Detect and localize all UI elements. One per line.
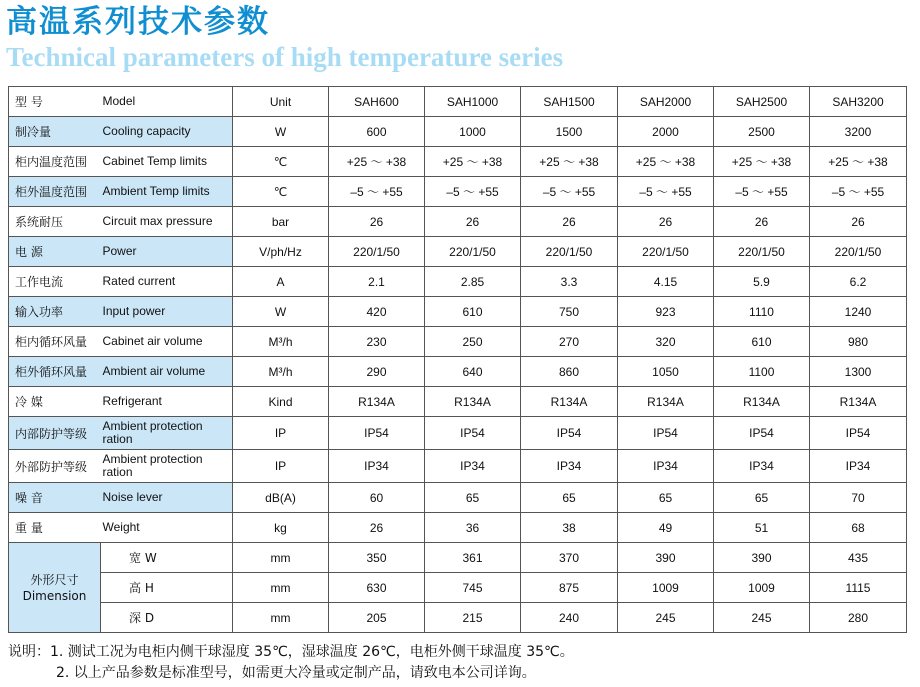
page-subtitle: Technical parameters of high temperature series bbox=[6, 42, 564, 72]
dimension-unit: mm bbox=[233, 573, 329, 603]
note-line-2: 2. 以上产品参数是标准型号，如需更大冷量或定制产品，请致电本公司详询。 bbox=[56, 665, 536, 681]
dimension-label-cn: 外形尺寸 bbox=[30, 572, 79, 587]
row-unit: ℃ bbox=[233, 177, 329, 207]
row-value: 860 bbox=[521, 357, 618, 387]
row-value: IP54 bbox=[521, 417, 618, 450]
row-value: 38 bbox=[521, 513, 618, 543]
dimension-value: 745 bbox=[425, 573, 521, 603]
header-model: SAH1500 bbox=[521, 87, 618, 117]
row-value: 1100 bbox=[714, 357, 810, 387]
row-value: IP54 bbox=[329, 417, 425, 450]
spec-row bbox=[9, 483, 907, 513]
row-label-cn: 输入功率 bbox=[9, 297, 101, 327]
row-value: 26 bbox=[329, 513, 425, 543]
row-unit: kg bbox=[233, 513, 329, 543]
row-value: +25 ～ +38 bbox=[521, 147, 618, 177]
header-label-cn: 型 号 bbox=[9, 87, 101, 117]
row-label-en: Ambient protection ration bbox=[101, 450, 233, 483]
row-value: 51 bbox=[714, 513, 810, 543]
dimension-row bbox=[9, 543, 907, 573]
row-value: 220/1/50 bbox=[329, 237, 425, 267]
spec-row bbox=[9, 117, 907, 147]
dimension-sub-label: 宽 W bbox=[101, 543, 233, 573]
row-value: R134A bbox=[329, 387, 425, 417]
row-unit: A bbox=[233, 267, 329, 297]
row-value: 220/1/50 bbox=[521, 237, 618, 267]
row-value: 270 bbox=[521, 327, 618, 357]
row-value: 65 bbox=[618, 483, 714, 513]
row-value: R134A bbox=[714, 387, 810, 417]
row-label-en: Rated current bbox=[101, 267, 233, 297]
row-value: R134A bbox=[810, 387, 907, 417]
row-label-cn: 内部防护等级 bbox=[9, 417, 101, 450]
row-label-en: Cabinet Temp limits bbox=[101, 147, 233, 177]
dimension-value: 435 bbox=[810, 543, 907, 573]
row-unit: IP bbox=[233, 450, 329, 483]
dimension-row bbox=[9, 573, 907, 603]
header-row bbox=[9, 87, 907, 117]
header-model: SAH1000 bbox=[425, 87, 521, 117]
dimension-value: 390 bbox=[714, 543, 810, 573]
row-label-en: Weight bbox=[101, 513, 233, 543]
row-value: +25 ～ +38 bbox=[329, 147, 425, 177]
dimension-unit: mm bbox=[233, 603, 329, 633]
row-label-en: Cooling capacity bbox=[101, 117, 233, 147]
row-unit: M³/h bbox=[233, 357, 329, 387]
row-value: 1110 bbox=[714, 297, 810, 327]
dimension-value: 280 bbox=[810, 603, 907, 633]
row-value: 1000 bbox=[425, 117, 521, 147]
dimension-value: 361 bbox=[425, 543, 521, 573]
row-label-cn: 柜内温度范围 bbox=[9, 147, 101, 177]
row-value: 26 bbox=[618, 207, 714, 237]
row-value: –5 ～ +55 bbox=[810, 177, 907, 207]
row-value: 49 bbox=[618, 513, 714, 543]
row-value: 2500 bbox=[714, 117, 810, 147]
dimension-sub-label: 高 H bbox=[101, 573, 233, 603]
row-label-cn: 制冷量 bbox=[9, 117, 101, 147]
row-label-en: Cabinet air volume bbox=[101, 327, 233, 357]
row-value: 70 bbox=[810, 483, 907, 513]
header-model: SAH600 bbox=[329, 87, 425, 117]
row-value: 750 bbox=[521, 297, 618, 327]
row-label-cn: 外部防护等级 bbox=[9, 450, 101, 483]
row-label-en: Circuit max pressure bbox=[101, 207, 233, 237]
dimension-unit: mm bbox=[233, 543, 329, 573]
spec-row bbox=[9, 450, 907, 483]
row-value: 600 bbox=[329, 117, 425, 147]
row-label-en: Ambient Temp limits bbox=[101, 177, 233, 207]
row-value: +25 ～ +38 bbox=[425, 147, 521, 177]
row-value: 2.1 bbox=[329, 267, 425, 297]
spec-row bbox=[9, 267, 907, 297]
header-model: SAH2500 bbox=[714, 87, 810, 117]
header-label-en: Model bbox=[101, 87, 233, 117]
row-label-en: Noise lever bbox=[101, 483, 233, 513]
dimension-label-en: Dimension bbox=[22, 588, 87, 603]
row-value: 68 bbox=[810, 513, 907, 543]
spec-row bbox=[9, 177, 907, 207]
row-value: 65 bbox=[521, 483, 618, 513]
row-value: IP54 bbox=[425, 417, 521, 450]
row-value: +25 ～ +38 bbox=[810, 147, 907, 177]
dimension-value: 630 bbox=[329, 573, 425, 603]
row-value: IP34 bbox=[714, 450, 810, 483]
header-model: SAH3200 bbox=[810, 87, 907, 117]
row-unit: Kind bbox=[233, 387, 329, 417]
row-value: R134A bbox=[618, 387, 714, 417]
spec-table-body bbox=[9, 87, 907, 633]
row-unit: ℃ bbox=[233, 147, 329, 177]
spec-row bbox=[9, 357, 907, 387]
row-value: 220/1/50 bbox=[714, 237, 810, 267]
row-value: 2000 bbox=[618, 117, 714, 147]
row-value: IP34 bbox=[521, 450, 618, 483]
row-value: 610 bbox=[714, 327, 810, 357]
row-value: R134A bbox=[521, 387, 618, 417]
row-value: IP34 bbox=[618, 450, 714, 483]
dimension-label bbox=[9, 543, 101, 633]
row-value: 2.85 bbox=[425, 267, 521, 297]
row-label-cn: 噪 音 bbox=[9, 483, 101, 513]
row-unit: bar bbox=[233, 207, 329, 237]
row-value: 420 bbox=[329, 297, 425, 327]
row-value: IP34 bbox=[329, 450, 425, 483]
row-unit: dB(A) bbox=[233, 483, 329, 513]
row-value: IP34 bbox=[810, 450, 907, 483]
row-unit: V/ph/Hz bbox=[233, 237, 329, 267]
header-unit: Unit bbox=[233, 87, 329, 117]
row-value: IP54 bbox=[810, 417, 907, 450]
spec-table bbox=[8, 86, 907, 633]
header-model: SAH2000 bbox=[618, 87, 714, 117]
row-label-cn: 柜外循环风量 bbox=[9, 357, 101, 387]
row-value: 980 bbox=[810, 327, 907, 357]
row-value: 230 bbox=[329, 327, 425, 357]
spec-row bbox=[9, 237, 907, 267]
row-label-cn: 柜内循环风量 bbox=[9, 327, 101, 357]
row-value: 26 bbox=[714, 207, 810, 237]
spec-row bbox=[9, 387, 907, 417]
dimension-value: 350 bbox=[329, 543, 425, 573]
page-title: 高温系列技术参数 bbox=[6, 4, 270, 40]
row-value: 220/1/50 bbox=[618, 237, 714, 267]
row-unit: W bbox=[233, 117, 329, 147]
row-value: 1300 bbox=[810, 357, 907, 387]
row-value: R134A bbox=[425, 387, 521, 417]
row-value: 1240 bbox=[810, 297, 907, 327]
row-value: 3200 bbox=[810, 117, 907, 147]
row-value: IP34 bbox=[425, 450, 521, 483]
row-value: +25 ～ +38 bbox=[618, 147, 714, 177]
dimension-value: 875 bbox=[521, 573, 618, 603]
row-value: 60 bbox=[329, 483, 425, 513]
row-value: 26 bbox=[329, 207, 425, 237]
row-value: IP54 bbox=[618, 417, 714, 450]
spec-row bbox=[9, 297, 907, 327]
row-value: –5 ～ +55 bbox=[425, 177, 521, 207]
row-label-en: Ambient air volume bbox=[101, 357, 233, 387]
row-value: 290 bbox=[329, 357, 425, 387]
row-value: –5 ～ +55 bbox=[329, 177, 425, 207]
spec-row bbox=[9, 417, 907, 450]
row-label-cn: 工作电流 bbox=[9, 267, 101, 297]
notes bbox=[8, 642, 574, 684]
row-label-en: Refrigerant bbox=[101, 387, 233, 417]
row-unit: IP bbox=[233, 417, 329, 450]
row-label-cn: 电 源 bbox=[9, 237, 101, 267]
row-label-cn: 柜外温度范围 bbox=[9, 177, 101, 207]
spec-row bbox=[9, 207, 907, 237]
dimension-value: 370 bbox=[521, 543, 618, 573]
row-value: 1050 bbox=[618, 357, 714, 387]
row-value: 36 bbox=[425, 513, 521, 543]
row-value: 1500 bbox=[521, 117, 618, 147]
dimension-sub-label: 深 D bbox=[101, 603, 233, 633]
row-value: –5 ～ +55 bbox=[521, 177, 618, 207]
row-value: 26 bbox=[521, 207, 618, 237]
spec-row bbox=[9, 147, 907, 177]
row-value: 5.9 bbox=[714, 267, 810, 297]
row-value: 65 bbox=[714, 483, 810, 513]
spec-row bbox=[9, 513, 907, 543]
row-value: 26 bbox=[810, 207, 907, 237]
row-label-cn: 重 量 bbox=[9, 513, 101, 543]
dimension-value: 1009 bbox=[714, 573, 810, 603]
row-value: –5 ～ +55 bbox=[714, 177, 810, 207]
dimension-value: 245 bbox=[714, 603, 810, 633]
note-line-1: 说明：1. 测试工况为电柜内侧干球湿度 35℃，湿球温度 26℃，电柜外侧干球温度 35℃。 bbox=[8, 644, 574, 660]
dimension-row bbox=[9, 603, 907, 633]
row-value: 640 bbox=[425, 357, 521, 387]
row-unit: M³/h bbox=[233, 327, 329, 357]
dimension-value: 215 bbox=[425, 603, 521, 633]
dimension-value: 245 bbox=[618, 603, 714, 633]
row-value: 6.2 bbox=[810, 267, 907, 297]
dimension-value: 390 bbox=[618, 543, 714, 573]
row-value: 26 bbox=[425, 207, 521, 237]
row-value: 3.3 bbox=[521, 267, 618, 297]
row-label-en: Ambient protection ration bbox=[101, 417, 233, 450]
dimension-value: 1009 bbox=[618, 573, 714, 603]
row-value: 65 bbox=[425, 483, 521, 513]
row-value: 250 bbox=[425, 327, 521, 357]
row-value: IP54 bbox=[714, 417, 810, 450]
row-label-en: Input power bbox=[101, 297, 233, 327]
row-value: 220/1/50 bbox=[425, 237, 521, 267]
row-label-cn: 冷 媒 bbox=[9, 387, 101, 417]
dimension-value: 205 bbox=[329, 603, 425, 633]
row-value: 610 bbox=[425, 297, 521, 327]
spec-row bbox=[9, 327, 907, 357]
row-value: 4.15 bbox=[618, 267, 714, 297]
row-label-en: Power bbox=[101, 237, 233, 267]
dimension-value: 240 bbox=[521, 603, 618, 633]
row-value: –5 ～ +55 bbox=[618, 177, 714, 207]
row-value: +25 ～ +38 bbox=[714, 147, 810, 177]
row-unit: W bbox=[233, 297, 329, 327]
row-value: 220/1/50 bbox=[810, 237, 907, 267]
row-value: 320 bbox=[618, 327, 714, 357]
dimension-value: 1115 bbox=[810, 573, 907, 603]
row-value: 923 bbox=[618, 297, 714, 327]
row-label-cn: 系统耐压 bbox=[9, 207, 101, 237]
